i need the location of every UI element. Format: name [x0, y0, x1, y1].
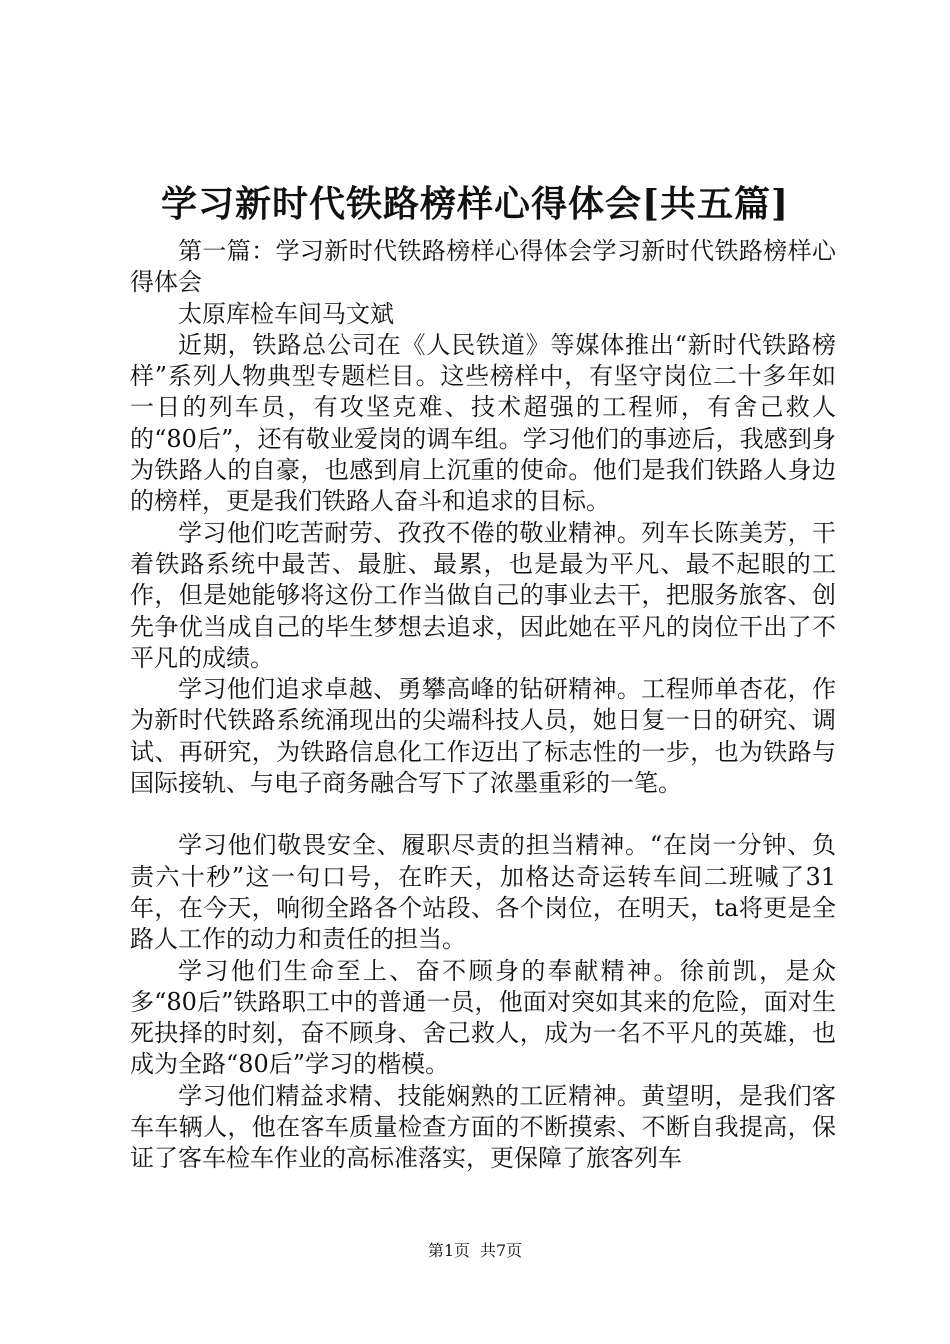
document-title: 学习新时代铁路榜样心得体会[共五篇] — [160, 183, 790, 225]
page-total: 共7页 — [480, 1241, 523, 1260]
paragraph-heading: 第一篇：学习新时代铁路榜样心得体会学习新时代铁路榜样心得体会 — [130, 237, 836, 297]
paragraph: 学习他们生命至上、奋不顾身的奉献精神。徐前凯，是众多“80后”铁路职工中的普通一员，他面对突如其来的危险，面对生死抉择的时刻，奋不顾身、舍己救人，成为一名不平凡的英雄，也成为全路“80后”学习的楷模。 — [130, 956, 836, 1079]
page-number: 第1页 — [427, 1241, 470, 1260]
paragraph: 学习他们追求卓越、勇攀高峰的钻研精神。工程师单杏花，作为新时代铁路系统涌现出的尖端科技人员，她日复一日的研究、调试、再研究，为铁路信息化工作迈出了标志性的一步，也为铁路与国际接轨、与电子商务融合写下了浓墨重彩的一笔。 — [130, 675, 836, 798]
paragraph: 学习他们敬畏安全、履职尽责的担当精神。“在岗一分钟、负责六十秒”这一句口号，在昨天，加格达奇运转车间二班喊了31年，在今天，响彻全路各个站段、各个岗位，在明天，ta将更是全路人工作的动力和责任的担当。 — [130, 831, 836, 954]
document-body — [130, 236, 836, 1175]
paragraph: 学习他们精益求精、技能娴熟的工匠精神。黄望明，是我们客车车辆人，他在客车质量检查方面的不断摸索、不断自我提高，保证了客车检车作业的高标准落实，更保障了旅客列车 — [130, 1081, 836, 1173]
paragraph: 学习他们吃苦耐劳、孜孜不倦的敬业精神。列车长陈美芳，干着铁路系统中最苦、最脏、最累，也是最为平凡、最不起眼的工作，但是她能够将这份工作当做自己的事业去干，把服务旅客、创先争优当成自己的毕生梦想去追求，因此她在平凡的岗位干出了不平凡的成绩。 — [130, 518, 836, 672]
paragraph-author: 太原库检车间马文斌 — [178, 299, 394, 328]
paragraph: 近期，铁路总公司在《人民铁道》等媒体推出“新时代铁路榜样”系列人物典型专题栏目。这些榜样中，有坚守岗位二十多年如一日的列车员，有攻坚克难、技术超强的工程师，有舍己救人的“80后”，还有敬业爱岗的调车组。学习他们的事迹后，我感到身为铁路人的自豪，也感到肩上沉重的使命。他们是我们铁路人身边的榜样，更是我们铁路人奋斗和追求的目标。 — [130, 330, 836, 516]
page-footer — [0, 1240, 950, 1262]
